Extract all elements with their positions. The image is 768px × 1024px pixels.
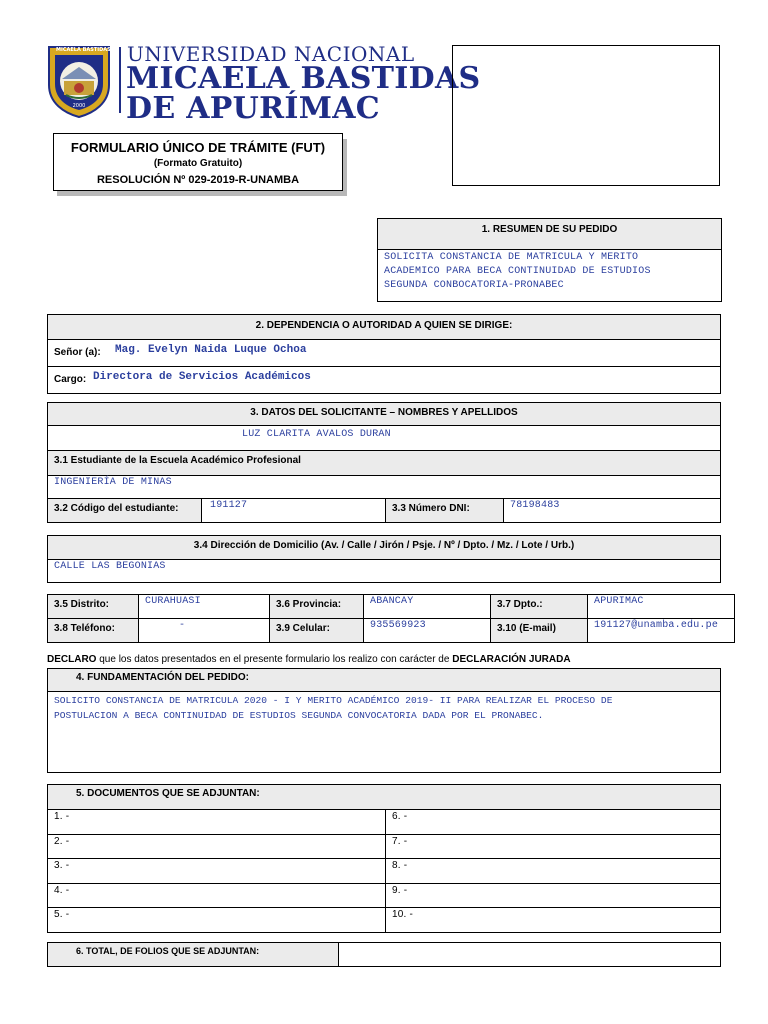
justification-line-2: POSTULACION A BECA CONTINUIDAD DE ESTUDIOS SEGUNDA CONVOCATORIA DADA POR EL PRONABEC.: [54, 710, 544, 721]
document-number: 8. -: [392, 860, 408, 871]
school-row[interactable]: [47, 475, 721, 499]
province-label-cell: [269, 594, 364, 619]
address-row[interactable]: [47, 559, 721, 583]
declaration-bold-1: DECLARO: [47, 654, 97, 665]
seal-year: 2000: [72, 103, 86, 109]
declaration-body: que los datos presentados en el presente formulario los realizo con carácter de: [96, 654, 453, 665]
summary-line-2: ACADEMICO PARA BECA CONTINUIDAD DE ESTUDIOS: [384, 266, 651, 277]
dept-value: APURIMAC: [594, 596, 644, 607]
section2-title: 2. DEPENDENCIA O AUTORIDAD A QUIEN SE DIRIGE:: [255, 320, 513, 331]
section3-header: [47, 402, 721, 426]
address-label-row: [47, 535, 721, 560]
email-value-cell[interactable]: [587, 618, 735, 643]
section5-header: [47, 784, 721, 810]
section1-title: 1. RESUMEN DE SU PEDIDO: [481, 224, 618, 235]
dni-value-cell[interactable]: [503, 498, 721, 523]
section6-title: 6. TOTAL, DE FOLIOS QUE SE ADJUNTAN:: [76, 946, 260, 956]
declaration-text: [47, 654, 571, 665]
summary-line-3: SEGUNDA CONBOCATORIA-PRONABEC: [384, 280, 564, 291]
name-row[interactable]: [47, 425, 721, 451]
university-seal: [44, 43, 114, 119]
header-divider: [119, 47, 121, 113]
document-slot-left[interactable]: [47, 858, 386, 884]
document-number: 3. -: [54, 860, 70, 871]
form-title-box: [53, 133, 343, 191]
code-value-cell[interactable]: [201, 498, 386, 523]
district-value: CURAHUASI: [145, 596, 201, 607]
cargo-row[interactable]: [47, 366, 721, 394]
section1-header: [377, 218, 722, 250]
school-value: INGENIERÍA DE MINAS: [54, 477, 172, 488]
email-value: 191127@unamba.edu.pe: [594, 620, 719, 631]
seal-top-text: MICAELA BASTIDAS: [56, 47, 111, 53]
justification-line-1: SOLICITO CONSTANCIA DE MATRICULA 2020 - I Y MERITO ACADÉMICO 2019- II PARA REALIZAR EL PROCESO DE: [54, 695, 613, 706]
district-label: 3.5 Distrito:: [54, 599, 110, 610]
cargo-value: Directora de Servicios Académicos: [93, 371, 311, 383]
province-label: 3.6 Provincia:: [276, 599, 342, 610]
cell-value: 935569923: [370, 620, 426, 631]
document-slot-left[interactable]: [47, 883, 386, 909]
document-slot-left[interactable]: [47, 907, 386, 933]
document-slot-right[interactable]: [385, 858, 721, 884]
phone-value: -: [179, 620, 186, 631]
document-number: 10. -: [392, 909, 414, 920]
cell-label: 3.9 Celular:: [276, 623, 330, 634]
dept-value-cell[interactable]: [587, 594, 735, 619]
cargo-label: Cargo:: [54, 374, 87, 385]
declaration-bold-2: DECLARACIÓN JURADA: [452, 654, 571, 665]
phone-label: 3.8 Teléfono:: [54, 623, 115, 634]
phone-label-cell: [47, 618, 139, 643]
form-title: FORMULARIO ÚNICO DE TRÁMITE (FUT): [70, 140, 326, 155]
dni-label-cell: [385, 498, 504, 523]
school-label-row: [47, 450, 721, 476]
school-label: 3.1 Estudiante de la Escuela Académico Profesional: [54, 455, 301, 466]
university-name-line2: MICAELA BASTIDAS: [126, 61, 481, 96]
document-number: 2. -: [54, 836, 70, 847]
document-number: 5. -: [54, 909, 70, 920]
document-slot-left[interactable]: [47, 809, 386, 835]
code-label: 3.2 Código del estudiante:: [54, 503, 179, 514]
document-slot-right[interactable]: [385, 809, 721, 835]
document-number: 1. -: [54, 811, 70, 822]
folios-value-cell[interactable]: [338, 942, 721, 967]
senor-label: Señor (a):: [54, 347, 101, 358]
district-label-cell: [47, 594, 139, 619]
email-label-cell: [490, 618, 588, 643]
section5-title: 5. DOCUMENTOS QUE SE ADJUNTAN:: [76, 788, 260, 799]
stamp-box: [452, 45, 720, 186]
address-value: CALLE LAS BEGONIAS: [54, 561, 166, 572]
form-resolution: RESOLUCIÓN Nº 029-2019-R-UNAMBA: [96, 174, 300, 186]
document-number: 7. -: [392, 836, 408, 847]
document-slot-left[interactable]: [47, 834, 386, 860]
document-number: 6. -: [392, 811, 408, 822]
code-value: 191127: [210, 500, 248, 511]
province-value: ABANCAY: [370, 596, 414, 607]
email-label: 3.10 (E-mail): [497, 623, 556, 634]
document-number: 9. -: [392, 885, 408, 896]
senor-value: Mag. Evelyn Naida Luque Ochoa: [115, 344, 307, 356]
cell-label-cell: [269, 618, 364, 643]
section3-title: 3. DATOS DEL SOLICITANTE – NOMBRES Y APELLIDOS: [250, 407, 518, 418]
form-subtitle: (Formato Gratuito): [153, 158, 243, 169]
cell-value-cell[interactable]: [363, 618, 491, 643]
dni-label: 3.3 Número DNI:: [392, 503, 470, 514]
phone-value-cell[interactable]: [138, 618, 270, 643]
section2-header: [47, 314, 721, 340]
section4-body[interactable]: [47, 691, 721, 773]
section1-body[interactable]: [377, 249, 722, 302]
document-slot-right[interactable]: [385, 834, 721, 860]
dept-label: 3.7 Dpto.:: [497, 599, 543, 610]
district-value-cell[interactable]: [138, 594, 270, 619]
university-name-line1: UNIVERSIDAD NACIONAL: [127, 42, 415, 66]
section6-label-cell: [47, 942, 339, 967]
summary-line-1: SOLICITA CONSTANCIA DE MATRICULA Y MERITO: [384, 252, 639, 263]
university-name-line3: DE APURÍMAC: [126, 91, 380, 126]
dni-value: 78198483: [510, 500, 560, 511]
address-label: 3.4 Dirección de Domicilio (Av. / Calle / Jirón / Psje. / Nº / Dpto. / Mz. / Lote / Urb.): [193, 540, 575, 551]
document-slot-right[interactable]: [385, 907, 721, 933]
section4-header: [47, 668, 721, 692]
document-slot-right[interactable]: [385, 883, 721, 909]
dept-label-cell: [490, 594, 588, 619]
document-number: 4. -: [54, 885, 70, 896]
senor-row[interactable]: [47, 339, 721, 367]
section4-title: 4. FUNDAMENTACIÓN DEL PEDIDO:: [76, 672, 249, 683]
code-label-cell: [47, 498, 202, 523]
province-value-cell[interactable]: [363, 594, 491, 619]
name-value: LUZ CLARITA AVALOS DURAN: [242, 429, 391, 440]
